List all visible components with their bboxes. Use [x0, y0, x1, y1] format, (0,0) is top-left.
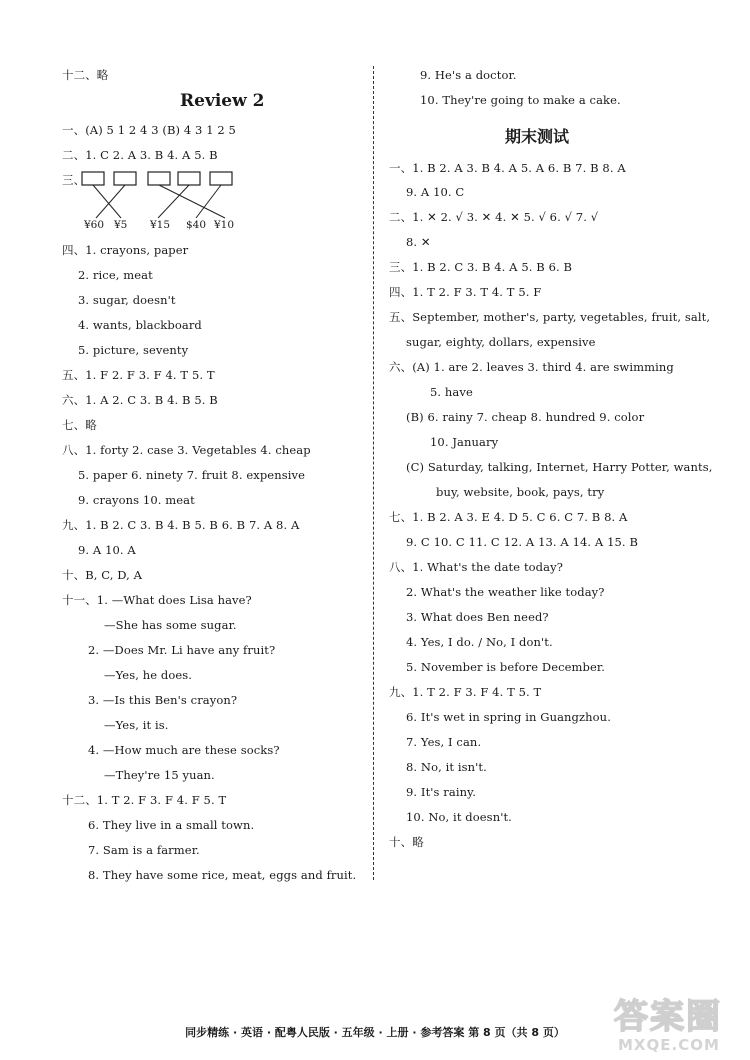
match-box — [82, 172, 104, 185]
match-line — [93, 185, 121, 218]
answer-line: 七、1. B 2. A 3. E 4. D 5. C 6. C 7. B 8. A — [389, 510, 628, 524]
match-price: ¥15 — [150, 219, 171, 231]
match-box — [178, 172, 200, 185]
match-price: ¥10 — [214, 219, 235, 231]
matching-diagram — [62, 168, 262, 236]
answer-line: 六、1. A 2. C 3. B 4. B 5. B — [62, 393, 218, 407]
match-price: $40 — [186, 219, 207, 231]
answer-line: 十二、1. T 2. F 3. F 4. F 5. T — [62, 793, 227, 807]
answer-line: 4. —How much are these socks? — [88, 743, 280, 757]
answer-line: 2. What's the weather like today? — [406, 585, 605, 599]
answer-line: 5. paper 6. ninety 7. fruit 8. expensive — [78, 468, 305, 482]
page-footer: 同步精练 · 英语 · 配粤人民版 · 五年级 · 上册 · 参考答案 第 8 页（共 8 页） — [185, 1026, 565, 1039]
answer-line: 四、1. crayons, paper — [62, 243, 189, 257]
answer-line: 2. —Does Mr. Li have any fruit? — [88, 643, 276, 657]
answer-line: 10. No, it doesn't. — [406, 810, 512, 824]
answer-line: 8. No, it isn't. — [406, 760, 487, 774]
answer-line: 八、1. What's the date today? — [389, 560, 563, 574]
answer-line: 8. They have some rice, meat, eggs and fruit. — [88, 868, 357, 882]
match-line — [196, 185, 221, 218]
answer-line: 2. rice, meat — [78, 268, 153, 282]
answer-line: 五、September, mother's, party, vegetables, fruit, salt, — [389, 310, 711, 324]
match-box — [210, 172, 232, 185]
answer-line: 7. Yes, I can. — [406, 735, 482, 749]
answer-line: 一、1. B 2. A 3. B 4. A 5. A 6. B 7. B 8. A — [389, 161, 626, 175]
svg-text:MXQE.COM: MXQE.COM — [618, 1036, 720, 1054]
answer-line: —Yes, he does. — [104, 668, 193, 682]
answer-line: 7. Sam is a farmer. — [88, 843, 200, 857]
answer-line: (B) 6. rainy 7. cheap 8. hundred 9. color — [406, 410, 645, 424]
match-price: ¥60 — [84, 219, 105, 231]
answer-line: 3. —Is this Ben's crayon? — [88, 693, 238, 707]
answer-line: 6. It's wet in spring in Guangzhou. — [406, 710, 611, 724]
match-line — [158, 185, 189, 218]
answer-line: 5. have — [430, 385, 473, 399]
match-box — [114, 172, 136, 185]
answer-line: 9. It's rainy. — [406, 785, 476, 799]
answer-line: 10. January — [430, 435, 499, 449]
watermark-svg — [610, 990, 745, 1056]
answer-line: —She has some sugar. — [104, 618, 237, 632]
answer-line: 七、略 — [62, 418, 97, 432]
answer-line: buy, website, book, pays, try — [436, 485, 605, 499]
left-top-line: 十二、略 — [62, 68, 109, 82]
answer-line: 一、(A) 5 1 2 4 3 (B) 4 3 1 2 5 — [62, 123, 236, 137]
answer-line: 二、1. ✕ 2. √ 3. ✕ 4. ✕ 5. √ 6. √ 7. √ — [389, 210, 599, 224]
review-2-heading: Review 2 — [180, 91, 265, 111]
answer-line: sugar, eighty, dollars, expensive — [406, 335, 596, 349]
answer-line: 3. sugar, doesn't — [78, 293, 176, 307]
matching-label: 三、 — [62, 173, 86, 187]
answer-line: 10. They're going to make a cake. — [420, 93, 621, 107]
answer-line: 4. wants, blackboard — [78, 318, 202, 332]
answer-line: 六、(A) 1. are 2. leaves 3. third 4. are swimming — [389, 360, 674, 374]
answer-line: 9. A 10. C — [406, 185, 465, 199]
answer-line: 三、1. B 2. C 3. B 4. A 5. B 6. B — [389, 260, 573, 274]
answer-line: 五、1. F 2. F 3. F 4. T 5. T — [62, 368, 215, 382]
answer-line: 3. What does Ben need? — [406, 610, 549, 624]
answer-line: 9. A 10. A — [78, 543, 136, 557]
answer-line: 四、1. T 2. F 3. T 4. T 5. F — [389, 285, 542, 299]
answer-line: 4. Yes, I do. / No, I don't. — [406, 635, 553, 649]
match-line — [159, 185, 225, 218]
answer-line: 九、1. T 2. F 3. F 4. T 5. T — [389, 685, 542, 699]
answer-line: 十、B, C, D, A — [62, 568, 143, 582]
answer-line: 八、1. forty 2. case 3. Vegetables 4. cheap — [62, 443, 311, 457]
answer-line: 9. crayons 10. meat — [78, 493, 195, 507]
match-price: ¥5 — [114, 219, 128, 231]
column-divider — [373, 66, 374, 880]
watermark-logo — [610, 990, 745, 1056]
answer-line: (C) Saturday, talking, Internet, Harry Potter, wants, — [406, 460, 713, 474]
answer-line: 9. C 10. C 11. C 12. A 13. A 14. A 15. B — [406, 535, 638, 549]
final-test-heading: 期末测试 — [505, 127, 570, 146]
answer-line: 十一、1. —What does Lisa have? — [62, 593, 252, 607]
answer-line: 6. They live in a small town. — [88, 818, 255, 832]
answer-line: 5. November is before December. — [406, 660, 606, 674]
answer-line: 8. ✕ — [406, 235, 431, 249]
match-line — [96, 185, 125, 218]
answer-line: 5. picture, seventy — [78, 343, 189, 357]
answer-line: —They're 15 yuan. — [104, 768, 215, 782]
answer-line: —Yes, it is. — [104, 718, 169, 732]
match-box — [148, 172, 170, 185]
answer-line: 二、1. C 2. A 3. B 4. A 5. B — [62, 148, 218, 162]
answer-line: 9. He's a doctor. — [420, 68, 517, 82]
svg-text:答案圈: 答案圈 — [614, 997, 722, 1037]
answer-line: 十、略 — [389, 835, 424, 849]
answer-line: 九、1. B 2. C 3. B 4. B 5. B 6. B 7. A 8. A — [62, 518, 300, 532]
